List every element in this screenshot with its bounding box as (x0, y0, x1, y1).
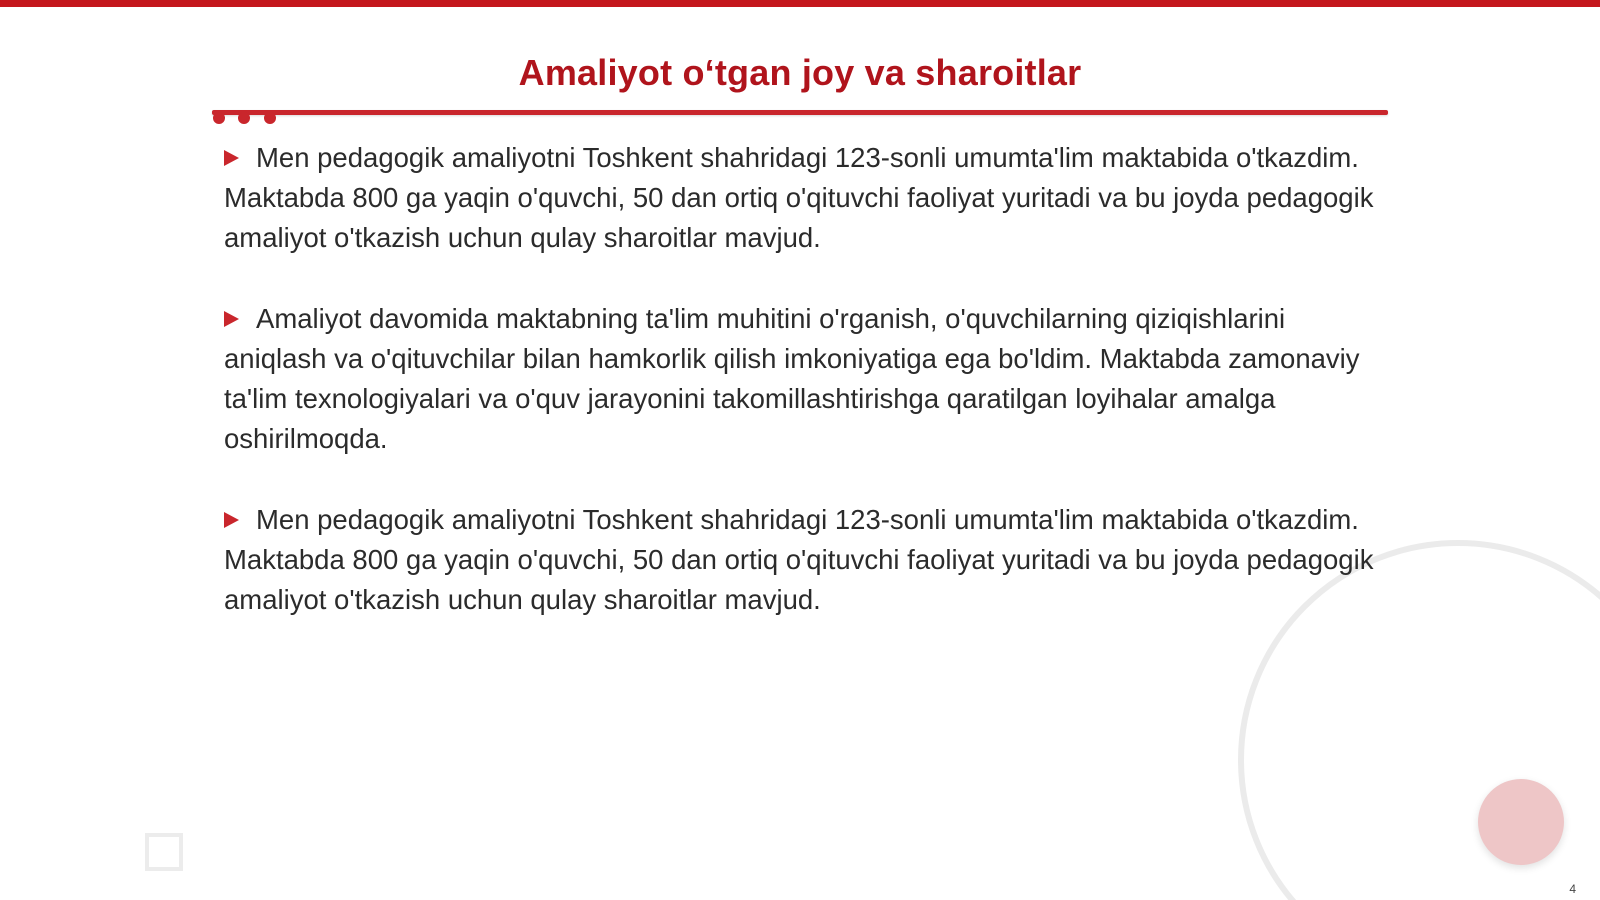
bullet-paragraph (224, 500, 1374, 620)
bullet-text: Amaliyot davomida maktabning ta'lim muhitini o'rganish, o'quvchilarning qiziqishlarini aniqlash va o'qituvchilar bilan hamkorlik qilish imkoniyatiga ega bo'ldim. Maktabda zamonaviy ta'lim texnologiyalari va o'quv jarayonini takomillashtirishga qaratilgan loyihalar amalga oshirilmoqda. (224, 303, 1360, 454)
top-accent-bar (0, 0, 1600, 7)
page-number: 4 (1569, 882, 1576, 896)
bullet-text: Men pedagogik amaliyotni Toshkent shahridagi 123-sonli umumta'lim maktabida o'tkazdim. Maktabda 800 ga yaqin o'quvchi, 50 dan ortiq o'qituvchi faoliyat yuritadi va bu joyda pedagogik amaliyot o'tkazish uchun qulay sharoitlar mavjud. (224, 504, 1374, 615)
decor-dot (238, 112, 250, 124)
bullet-list (224, 138, 1374, 661)
decor-dot (264, 112, 276, 124)
decor-dot (213, 112, 225, 124)
decor-square-outline (145, 833, 183, 871)
bullet-text: Men pedagogik amaliyotni Toshkent shahridagi 123-sonli umumta'lim maktabida o'tkazdim. Maktabda 800 ga yaqin o'quvchi, 50 dan ortiq o'qituvchi faoliyat yuritadi va bu joyda pedagogik amaliyot o'tkazish uchun qulay sharoitlar mavjud. (224, 142, 1374, 253)
triangle-right-icon (224, 311, 239, 327)
triangle-right-icon (224, 150, 239, 166)
bullet-paragraph (224, 299, 1374, 459)
bullet-paragraph (224, 138, 1374, 258)
decor-circle-fill (1478, 779, 1564, 865)
triangle-right-icon (224, 512, 239, 528)
title-underline (212, 110, 1388, 115)
slide-title: Amaliyot o‘tgan joy va sharoitlar (518, 52, 1082, 93)
